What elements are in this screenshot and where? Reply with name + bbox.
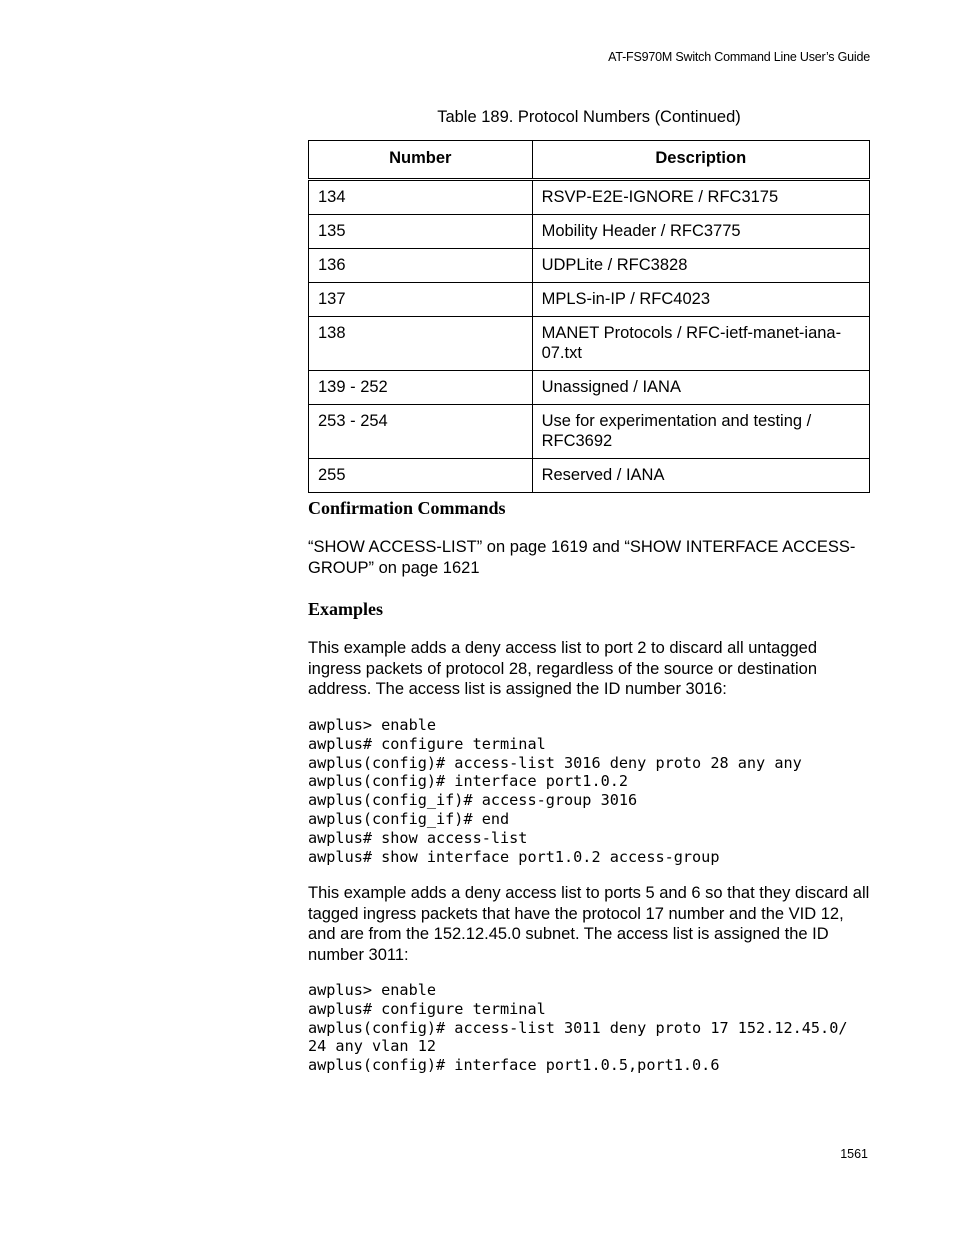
code-line: awplus# configure terminal: [308, 999, 546, 1018]
confirmation-commands-text: “SHOW ACCESS-LIST” on page 1619 and “SHOW INTERFACE ACCESS-GROUP” on page 1621: [308, 538, 856, 577]
cell-number: 138: [309, 317, 533, 371]
column-header-description: Description: [532, 141, 869, 180]
cell-number: 139 - 252: [309, 371, 533, 405]
code-line: awplus(config)# access-list 3016 deny proto 28 any any: [308, 753, 802, 772]
code-line: awplus# show interface port1.0.2 access-group: [308, 847, 720, 866]
cell-number: 137: [309, 283, 533, 317]
running-header: AT-FS970M Switch Command Line User’s Guide: [608, 50, 870, 64]
table-row: [309, 317, 870, 371]
page-number: 1561: [840, 1147, 868, 1161]
table-caption: Table 189. Protocol Numbers (Continued): [437, 108, 741, 126]
example2-code-block: [308, 981, 870, 1075]
table-header-row: [309, 141, 870, 180]
code-line: awplus# show access-list: [308, 828, 528, 847]
confirmation-commands-heading: Confirmation Commands: [308, 498, 506, 518]
column-header-number: Number: [309, 141, 533, 180]
protocol-numbers-table: [308, 140, 870, 493]
table-row: [309, 180, 870, 215]
code-line: awplus# configure terminal: [308, 734, 546, 753]
cell-description: MPLS-in-IP / RFC4023: [532, 283, 869, 317]
code-line: awplus(config)# interface port1.0.5,port1.0.6: [308, 1056, 720, 1075]
cell-number: 135: [309, 215, 533, 249]
cell-number: 253 - 254: [309, 405, 533, 459]
code-line: awplus(config)# interface port1.0.2: [308, 772, 629, 791]
examples-heading: Examples: [308, 599, 384, 619]
example1-code-block: [308, 716, 870, 866]
cell-description: Use for experimentation and testing / RFC3692: [532, 405, 869, 459]
cell-description: RSVP-E2E-IGNORE / RFC3175: [532, 180, 869, 215]
table-row: [309, 215, 870, 249]
code-line: awplus(config)# access-list 3011 deny proto 17 152.12.45.0/: [308, 1018, 848, 1037]
cell-description: MANET Protocols / RFC-ietf-manet-iana-07.txt: [532, 317, 869, 371]
cell-description: Mobility Header / RFC3775: [532, 215, 869, 249]
cell-number: 136: [309, 249, 533, 283]
cell-description: Unassigned / IANA: [532, 371, 869, 405]
code-line: awplus(config_if)# end: [308, 809, 510, 828]
code-line: 24 any vlan 12: [308, 1037, 437, 1056]
example1-description: This example adds a deny access list to port 2 to discard all untagged ingress packets of protocol 28, regardless of the source or destination address. The access list is assigned the ID number 3016:: [308, 639, 818, 698]
table-row: [309, 283, 870, 317]
table-row: [309, 459, 870, 493]
cell-description: UDPLite / RFC3828: [532, 249, 869, 283]
code-line: awplus(config_if)# access-group 3016: [308, 791, 638, 810]
table-row: [309, 249, 870, 283]
cell-number: 134: [309, 180, 533, 215]
table-row: [309, 371, 870, 405]
cell-description: Reserved / IANA: [532, 459, 869, 493]
cell-number: 255: [309, 459, 533, 493]
example2-description: This example adds a deny access list to ports 5 and 6 so that they discard all tagged ingress packets that have the protocol 17 number and the VID 12, and are from the 152.12.45.0 subnet. The access list is assigned the ID number 3011:: [308, 884, 870, 964]
code-line: awplus> enable: [308, 981, 437, 999]
table-row: [309, 405, 870, 459]
code-line: awplus> enable: [308, 716, 437, 734]
